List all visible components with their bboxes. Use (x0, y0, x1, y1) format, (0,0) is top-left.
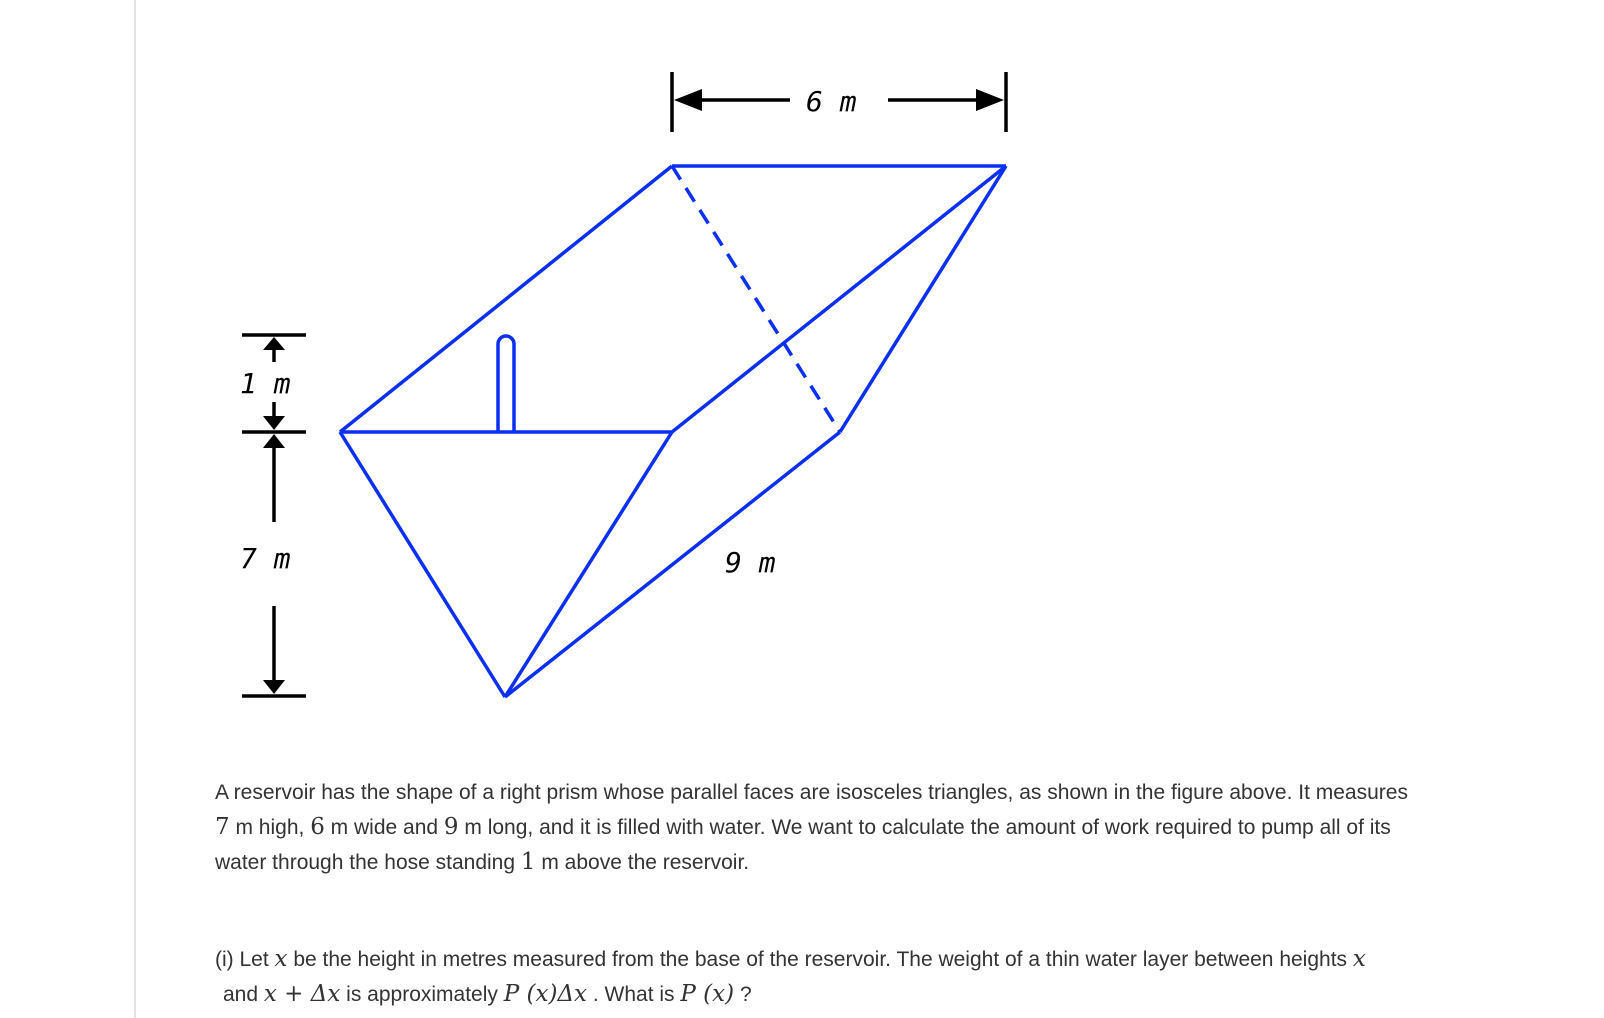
problem-statement: A reservoir has the shape of a right prism whose parallel faces are isosceles triangles, as shown in the figure above. It measures 7 m high, 6 m wide and 9 m long, and it is filled with water. We want to calculate the amount of work required to pump all of its water through the hose standing 1 m above the reservoir. (215, 781, 1408, 875)
num-hose: 1 (520, 849, 536, 875)
label-length: 9 m (725, 546, 776, 579)
arrowhead-right (976, 89, 1004, 111)
label-depth: 7 m (240, 542, 291, 575)
num-height: 7 (215, 814, 230, 840)
math-x: x (274, 946, 288, 972)
num-width: 6 (310, 814, 325, 840)
problem-text (215, 776, 1590, 1012)
hose (498, 336, 514, 432)
math-p-dx: P (x)Δx (503, 981, 588, 1007)
arrowhead-depth-top (263, 434, 285, 448)
question-1: (i) Let x be the height in metres measured from the base of the reservoir. The weight of a thin water layer between heights x and x + Δx is approximately P (x)Δx . What is P (x) ? (215, 946, 1366, 1007)
prism-front-edge (340, 166, 672, 432)
prism-inner-diagonal (672, 166, 1006, 432)
prism-left-edge (340, 432, 505, 697)
label-top-width: 6 m (806, 85, 857, 118)
arrowhead-depth-bottom (263, 680, 285, 694)
prism-bottom-right-edge (505, 432, 840, 697)
num-length: 9 (443, 814, 459, 840)
label-hose-height: 1 m (240, 367, 291, 400)
prism-hidden-edge (672, 166, 840, 432)
math-x-end: x (1352, 946, 1366, 972)
math-p: P (x) (680, 981, 735, 1007)
prism-inner-keel (505, 432, 672, 697)
arrowhead-hose-bottom (263, 416, 285, 430)
prism-right-outer-edge (840, 166, 1006, 432)
arrowhead-hose-top (263, 337, 285, 350)
math-x-plus-dx: x + Δx (263, 981, 341, 1007)
arrowhead-left (674, 89, 702, 111)
